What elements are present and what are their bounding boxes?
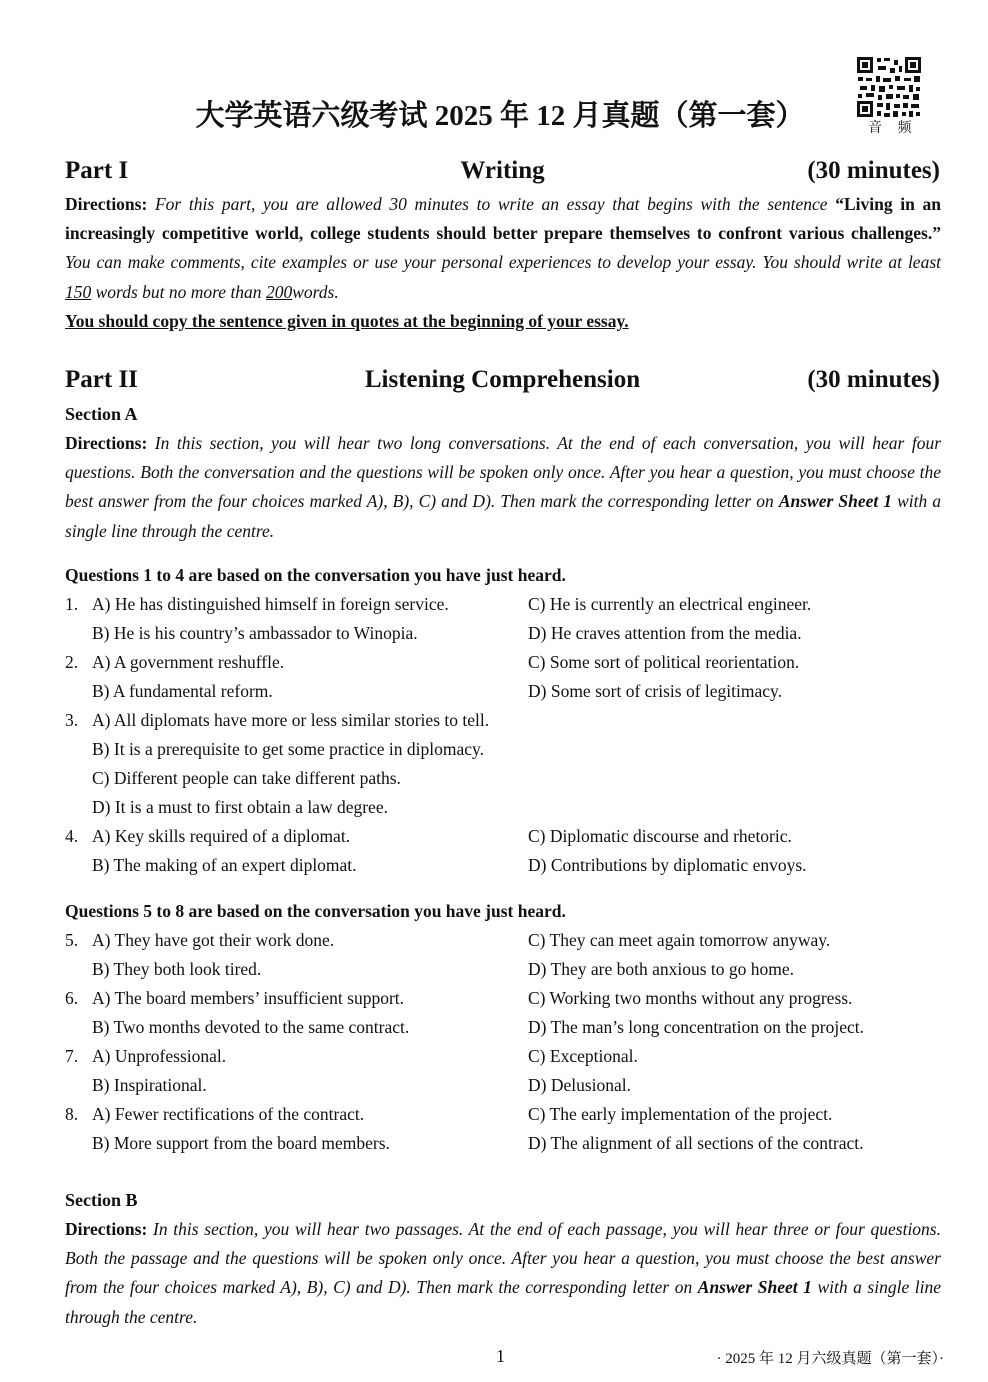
part2-heading [65,366,940,400]
question-number: 1. [65,594,79,614]
part1-heading [65,157,940,191]
qr-audio-label: 音 频 [868,121,918,136]
option-c[interactable]: C) Some sort of political reorientation. [528,652,800,672]
part1-label: Part I [65,157,129,184]
part1-directions: Directions: For this part, you are allowed 30 minutes to write an essay that begins with the sentence “Living in an increasingly competitive world, college students should better prepare themselves to confront various challenges.” You can make comments, cite examples or use your personal experiences to develop your essay. You should write at least 150 words but no more than 200words. [65,194,942,302]
option-c[interactable]: C) Diplomatic discourse and rhetoric. [528,826,792,846]
questions-5-8-heading: Questions 5 to 8 are based on the conversation you have just heard. [65,901,566,921]
section-a-title: Section A [65,404,138,424]
option-b[interactable]: B) It is a prerequisite to get some practice in diplomacy. [92,739,485,759]
option-b[interactable]: B) They both look tired. [92,959,262,979]
option-a[interactable]: A) He has distinguished himself in foreign service. [92,594,449,614]
option-a[interactable]: A) The board members’ insufficient support. [92,988,405,1008]
part2-label: Part II [65,366,138,393]
option-b[interactable]: B) The making of an expert diplomat. [92,855,357,875]
option-d[interactable]: D) Delusional. [528,1075,632,1095]
option-d[interactable]: D) They are both anxious to go home. [528,959,795,979]
option-d[interactable]: D) Contributions by diplomatic envoys. [528,855,807,875]
page-title: 大学英语六级考试 2025 年 12 月真题（第一套） [195,100,805,132]
option-b[interactable]: B) More support from the board members. [92,1133,390,1153]
option-d[interactable]: D) Some sort of crisis of legitimacy. [528,681,783,701]
question-number: 7. [65,1046,79,1066]
option-b[interactable]: B) He is his country’s ambassador to Winopia. [92,623,418,643]
option-d[interactable]: D) The alignment of all sections of the contract. [528,1133,864,1153]
option-c[interactable]: C) They can meet again tomorrow anyway. [528,930,831,950]
question-number: 8. [65,1104,79,1124]
option-c[interactable]: C) The early implementation of the project. [528,1104,833,1124]
option-a[interactable]: A) Fewer rectifications of the contract. [92,1104,365,1124]
option-c[interactable]: C) Working two months without any progress. [528,988,853,1008]
option-a[interactable]: A) Unprofessional. [92,1046,227,1066]
question-number: 5. [65,930,79,950]
option-d[interactable]: D) It is a must to first obtain a law degree. [92,797,388,817]
part1-note: You should copy the sentence given in quotes at the beginning of your essay. [65,311,629,331]
option-b[interactable]: B) Inspirational. [92,1075,207,1095]
question-number: 2. [65,652,79,672]
option-d[interactable]: D) He craves attention from the media. [528,623,802,643]
option-d[interactable]: D) The man’s long concentration on the project. [528,1017,864,1037]
essay-prompt-quote: “Living in an increasingly competitive world, college students should better prepare themselves to confront various challenges.” [65,194,942,244]
page-number: 1 [496,1346,505,1366]
option-a[interactable]: A) All diplomats have more or less similar stories to tell. [92,710,490,730]
option-c[interactable]: C) He is currently an electrical engineer. [528,594,812,614]
question-number: 6. [65,988,79,1008]
part1-time: (30 minutes) [807,157,940,184]
option-a[interactable]: A) They have got their work done. [92,930,335,950]
option-a[interactable]: A) Key skills required of a diplomat. [92,826,351,846]
min-words: 150 [65,281,92,302]
section-a-directions: Directions: In this section, you will hear two long conversations. At the end of each conversation, you will hear four questions. Both the conversation and the questions will be spoken only once. After you hear a question, you must choose the best answer from the four choices marked A), B), C) and D). Then mark the corresponding letter on Answer Sheet 1 with a single line through the centre. [65,433,942,541]
question-number: 3. [65,710,79,730]
part1-name: Writing [460,157,545,184]
running-title: · 2025 年 12 月六级真题（第一套）· [716,1351,944,1367]
option-c[interactable]: C) Different people can take different paths. [92,768,401,788]
max-words: 200 [265,281,293,302]
option-b[interactable]: B) A fundamental reform. [92,681,273,701]
question-number: 4. [65,826,79,846]
option-b[interactable]: B) Two months devoted to the same contract. [92,1017,410,1037]
option-a[interactable]: A) A government reshuffle. [92,652,285,672]
section-b-directions: Directions: In this section, you will hear two passages. At the end of each passage, you will hear three or four questions. Both the passage and the questions will be spoken only once. After you hear a question, you must choose the best answer from the four choices marked A), B), C) and D). Then mark the corresponding letter on Answer Sheet 1 with a single line through the centre. [65,1219,942,1327]
directions-label: Directions: [65,194,148,214]
part2-name: Listening Comprehension [364,366,641,393]
questions-1-4-heading: Questions 1 to 4 are based on the conversation you have just heard. [65,565,566,585]
section-b-title: Section B [65,1190,138,1210]
option-c[interactable]: C) Exceptional. [528,1046,638,1066]
part2-time: (30 minutes) [807,366,940,393]
